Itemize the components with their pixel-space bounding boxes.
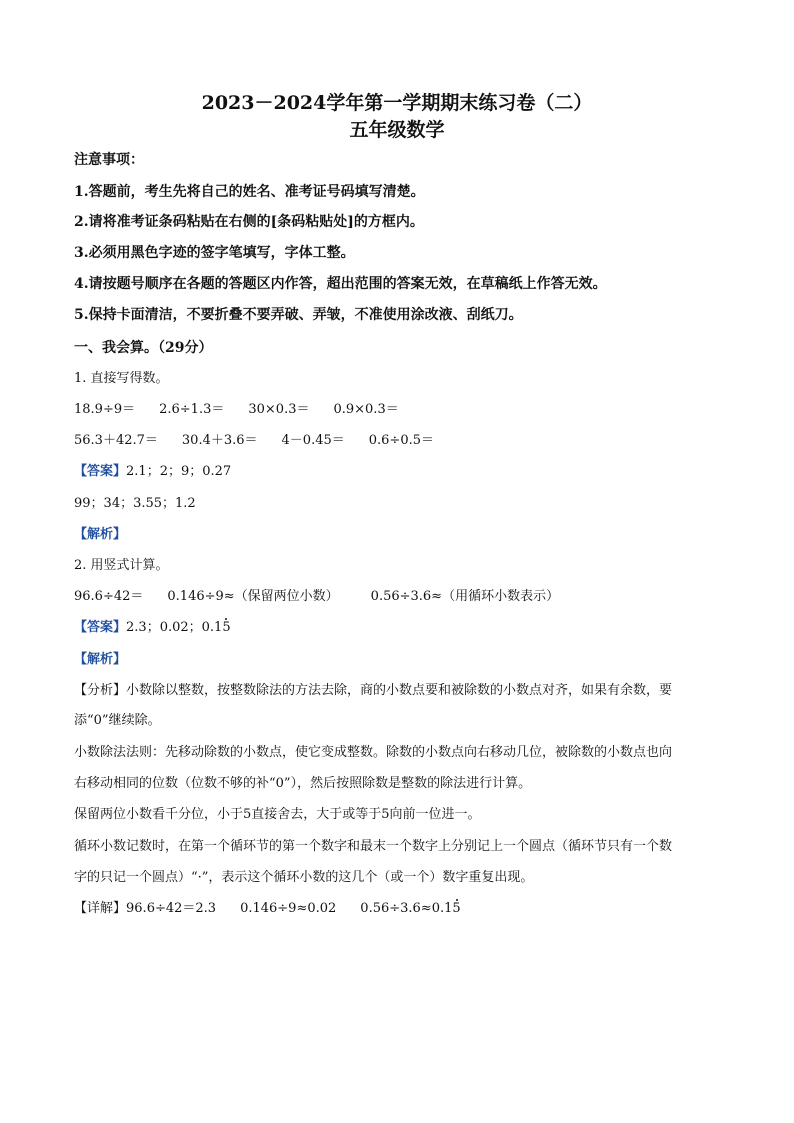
analysis-tag: 【解析】: [74, 527, 127, 542]
answer-text: 2.1；2；9；0.27: [126, 464, 232, 479]
question-2-items: [74, 589, 559, 605]
expression: 4－0.45＝: [281, 433, 345, 448]
notice-item: 3.必须用黑色字迹的签字笔填写，字体工整。: [74, 245, 355, 261]
expression: 2.6÷1.3＝: [159, 402, 225, 417]
rule-paragraph-cont: 右移动相同的位数（位数不够的补“0”），然后按照除数是整数的除法进行计算。: [74, 776, 532, 791]
repeating-digit: 5: [452, 901, 461, 916]
answer-text: 2.3；0.02；0.1: [126, 620, 223, 635]
detail-tag: 【详解】: [74, 901, 127, 916]
analysis-tag: 【解析】: [74, 652, 127, 667]
notice-item: 5.保持卡面清洁，不要折叠不要弄破、弄皱，不准使用涂改液、刮纸刀。: [74, 307, 523, 323]
detail-item: 96.6÷42＝2.3: [126, 901, 217, 916]
analysis-paragraph-cont: 添“0”继续除。: [74, 713, 161, 728]
page-title: 2023－2024学年第一学期期末练习卷（二）: [201, 92, 593, 114]
answer-tag: 【答案】: [74, 464, 127, 479]
expression: 56.3＋42.7＝: [74, 433, 158, 448]
detail-item: 0.56÷3.6≈0.1: [360, 901, 453, 916]
fenxi-text: 小数除以整数，按整数除法的方法去除，商的小数点要和被除数的小数点对齐，如果有余数，要: [126, 683, 673, 698]
section-heading: 一、我会算。（29分）: [74, 340, 213, 356]
rule-paragraph: 小数除法法则：先移动除数的小数点，使它变成整数。除数的小数点向右移动几位，被除数的小数点也向: [74, 745, 673, 760]
question-1-answer: [74, 464, 231, 480]
notice-item: 4.请按题号顺序在各题的答题区内作答，超出范围的答案无效，在草稿纸上作答无效。: [74, 276, 607, 292]
expression: 30×0.3＝: [248, 402, 310, 417]
question-2-answer: [74, 620, 231, 636]
fenxi-tag: 【分析】: [74, 683, 127, 698]
cycle-paragraph-cont: 字的只记一个圆点）“·”，表示这个循环小数的这几个（或一个）数字重复出现。: [74, 870, 534, 885]
notice-item: 2.请将准考证条码粘贴在右侧的[条码粘贴处]的方框内。: [74, 214, 424, 230]
expression: 18.9÷9＝: [74, 402, 136, 417]
notice-item: 1.答题前，考生先将自己的姓名、准考证号码填写清楚。: [74, 184, 425, 200]
question-1-prompt: 1. 直接写得数。: [74, 371, 169, 386]
expression: 30.4＋3.6＝: [181, 433, 258, 448]
question-1-answer-line-2: 99；34；3.55；1.2: [74, 496, 196, 511]
question-1-row-1: [74, 402, 399, 418]
notice-heading: 注意事项：: [74, 152, 144, 168]
repeating-digit: 5: [222, 620, 231, 635]
rounding-paragraph: 保留两位小数看千分位，小于5直接舍去，大于或等于5向前一位进一。: [74, 807, 481, 822]
expression: 0.6÷0.5＝: [368, 433, 434, 448]
expression: 96.6÷42＝: [74, 589, 144, 604]
question-2-prompt: 2. 用竖式计算。: [74, 558, 169, 573]
expression: 0.146÷9≈（保留两位小数）: [167, 589, 339, 604]
detail-paragraph: [74, 901, 461, 917]
detail-item: 0.146÷9≈0.02: [240, 901, 337, 916]
expression: 0.56÷3.6≈（用循环小数表示）: [370, 589, 560, 604]
page-subtitle: 五年级数学: [349, 119, 445, 141]
analysis-paragraph: [74, 683, 672, 699]
answer-tag: 【答案】: [74, 620, 127, 635]
cycle-paragraph: 循环小数记数时，在第一个循环节的第一个数字和最末一个数字上分别记上一个圆点（循环节只有一个数: [74, 839, 673, 854]
question-1-row-2: [74, 433, 434, 449]
expression: 0.9×0.3＝: [333, 402, 399, 417]
